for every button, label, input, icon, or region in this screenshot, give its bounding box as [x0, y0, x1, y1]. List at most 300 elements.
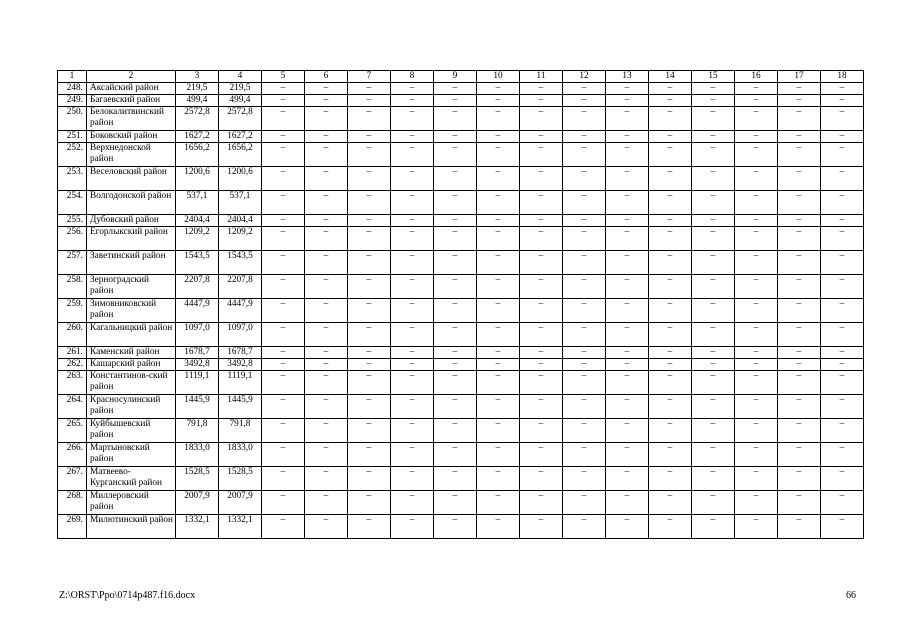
empty-value-dash: –	[563, 215, 606, 227]
empty-value-dash: –	[563, 227, 606, 251]
empty-value-dash: –	[434, 107, 477, 131]
empty-value-dash: –	[821, 359, 864, 371]
empty-value-dash: –	[520, 227, 563, 251]
empty-value-dash: –	[649, 191, 692, 215]
empty-value-dash: –	[391, 191, 434, 215]
empty-value-dash: –	[477, 107, 520, 131]
empty-value-dash: –	[735, 371, 778, 395]
empty-value-dash: –	[391, 419, 434, 443]
empty-value-dash: –	[649, 131, 692, 143]
empty-value-dash: –	[606, 107, 649, 131]
district-name: Мартыновский район	[87, 443, 176, 467]
empty-value-dash: –	[606, 299, 649, 323]
empty-value-dash: –	[563, 167, 606, 191]
row-number: 258.	[58, 275, 87, 299]
empty-value-dash: –	[778, 95, 821, 107]
value-col-4: 1678,7	[219, 347, 262, 359]
empty-value-dash: –	[305, 359, 348, 371]
empty-value-dash: –	[735, 419, 778, 443]
empty-value-dash: –	[262, 419, 305, 443]
value-col-4: 1656,2	[219, 143, 262, 167]
empty-value-dash: –	[821, 215, 864, 227]
empty-value-dash: –	[391, 227, 434, 251]
empty-value-dash: –	[778, 143, 821, 167]
empty-value-dash: –	[477, 467, 520, 491]
empty-value-dash: –	[735, 83, 778, 95]
value-col-4: 1833,0	[219, 443, 262, 467]
value-col-4: 2404,4	[219, 215, 262, 227]
empty-value-dash: –	[348, 419, 391, 443]
empty-value-dash: –	[348, 107, 391, 131]
empty-value-dash: –	[348, 227, 391, 251]
value-col-3: 1200,6	[176, 167, 219, 191]
empty-value-dash: –	[778, 131, 821, 143]
empty-value-dash: –	[821, 167, 864, 191]
table-row	[58, 419, 864, 443]
empty-value-dash: –	[821, 491, 864, 515]
empty-value-dash: –	[348, 371, 391, 395]
empty-value-dash: –	[348, 395, 391, 419]
empty-value-dash: –	[821, 131, 864, 143]
row-number: 265.	[58, 419, 87, 443]
value-col-4: 1627,2	[219, 131, 262, 143]
value-col-4: 1200,6	[219, 167, 262, 191]
empty-value-dash: –	[649, 323, 692, 347]
empty-value-dash: –	[262, 359, 305, 371]
empty-value-dash: –	[520, 191, 563, 215]
empty-value-dash: –	[391, 443, 434, 467]
empty-value-dash: –	[563, 347, 606, 359]
empty-value-dash: –	[563, 83, 606, 95]
value-col-4: 4447,9	[219, 299, 262, 323]
empty-value-dash: –	[821, 419, 864, 443]
empty-value-dash: –	[391, 371, 434, 395]
value-col-3: 1656,2	[176, 143, 219, 167]
district-name: Каменский район	[87, 347, 176, 359]
empty-value-dash: –	[778, 347, 821, 359]
empty-value-dash: –	[606, 491, 649, 515]
empty-value-dash: –	[606, 359, 649, 371]
empty-value-dash: –	[348, 467, 391, 491]
empty-value-dash: –	[649, 491, 692, 515]
empty-value-dash: –	[563, 419, 606, 443]
empty-value-dash: –	[520, 323, 563, 347]
empty-value-dash: –	[735, 491, 778, 515]
empty-value-dash: –	[692, 443, 735, 467]
empty-value-dash: –	[606, 131, 649, 143]
empty-value-dash: –	[735, 323, 778, 347]
empty-value-dash: –	[821, 143, 864, 167]
district-name: Аксайский район	[87, 83, 176, 95]
empty-value-dash: –	[434, 215, 477, 227]
empty-value-dash: –	[606, 95, 649, 107]
empty-value-dash: –	[778, 419, 821, 443]
district-name: Верхнедонской район	[87, 143, 176, 167]
empty-value-dash: –	[520, 143, 563, 167]
empty-value-dash: –	[606, 371, 649, 395]
row-number: 257.	[58, 251, 87, 275]
empty-value-dash: –	[821, 323, 864, 347]
column-number-header: 7	[348, 71, 391, 83]
empty-value-dash: –	[391, 95, 434, 107]
empty-value-dash: –	[735, 359, 778, 371]
row-number: 254.	[58, 191, 87, 215]
empty-value-dash: –	[606, 251, 649, 275]
empty-value-dash: –	[262, 467, 305, 491]
column-number-header: 15	[692, 71, 735, 83]
empty-value-dash: –	[305, 515, 348, 539]
empty-value-dash: –	[391, 491, 434, 515]
empty-value-dash: –	[434, 275, 477, 299]
empty-value-dash: –	[434, 251, 477, 275]
table-row	[58, 275, 864, 299]
empty-value-dash: –	[778, 515, 821, 539]
empty-value-dash: –	[477, 95, 520, 107]
empty-value-dash: –	[649, 83, 692, 95]
empty-value-dash: –	[606, 191, 649, 215]
value-col-3: 1445,9	[176, 395, 219, 419]
empty-value-dash: –	[305, 491, 348, 515]
value-col-4: 499,4	[219, 95, 262, 107]
empty-value-dash: –	[262, 191, 305, 215]
empty-value-dash: –	[735, 95, 778, 107]
empty-value-dash: –	[391, 167, 434, 191]
table-row	[58, 227, 864, 251]
empty-value-dash: –	[348, 347, 391, 359]
column-number-header: 12	[563, 71, 606, 83]
empty-value-dash: –	[434, 419, 477, 443]
empty-value-dash: –	[434, 443, 477, 467]
empty-value-dash: –	[649, 419, 692, 443]
table-row	[58, 359, 864, 371]
empty-value-dash: –	[821, 347, 864, 359]
empty-value-dash: –	[692, 167, 735, 191]
table-row	[58, 191, 864, 215]
empty-value-dash: –	[477, 191, 520, 215]
district-name: Егорлыкский район	[87, 227, 176, 251]
value-col-4: 1332,1	[219, 515, 262, 539]
value-col-3: 2007,9	[176, 491, 219, 515]
empty-value-dash: –	[305, 95, 348, 107]
empty-value-dash: –	[348, 83, 391, 95]
empty-value-dash: –	[305, 419, 348, 443]
empty-value-dash: –	[821, 443, 864, 467]
row-number: 268.	[58, 491, 87, 515]
empty-value-dash: –	[520, 275, 563, 299]
empty-value-dash: –	[391, 107, 434, 131]
empty-value-dash: –	[520, 251, 563, 275]
district-name: Белокалитвинский район	[87, 107, 176, 131]
empty-value-dash: –	[692, 107, 735, 131]
table-row	[58, 131, 864, 143]
empty-value-dash: –	[305, 83, 348, 95]
empty-value-dash: –	[520, 359, 563, 371]
empty-value-dash: –	[305, 131, 348, 143]
empty-value-dash: –	[305, 371, 348, 395]
row-number: 260.	[58, 323, 87, 347]
empty-value-dash: –	[563, 131, 606, 143]
empty-value-dash: –	[348, 275, 391, 299]
empty-value-dash: –	[305, 251, 348, 275]
empty-value-dash: –	[262, 95, 305, 107]
empty-value-dash: –	[348, 131, 391, 143]
empty-value-dash: –	[778, 251, 821, 275]
value-col-4: 219,5	[219, 83, 262, 95]
empty-value-dash: –	[262, 167, 305, 191]
value-col-4: 1209,2	[219, 227, 262, 251]
empty-value-dash: –	[348, 443, 391, 467]
empty-value-dash: –	[434, 191, 477, 215]
empty-value-dash: –	[520, 371, 563, 395]
page-number: 66	[846, 590, 856, 601]
row-number: 250.	[58, 107, 87, 131]
empty-value-dash: –	[305, 167, 348, 191]
empty-value-dash: –	[821, 395, 864, 419]
table-row	[58, 323, 864, 347]
value-col-3: 2207,8	[176, 275, 219, 299]
empty-value-dash: –	[477, 371, 520, 395]
empty-value-dash: –	[649, 443, 692, 467]
empty-value-dash: –	[305, 347, 348, 359]
table-row	[58, 299, 864, 323]
empty-value-dash: –	[563, 107, 606, 131]
empty-value-dash: –	[477, 143, 520, 167]
column-number-header: 5	[262, 71, 305, 83]
value-col-4: 1445,9	[219, 395, 262, 419]
empty-value-dash: –	[348, 95, 391, 107]
empty-value-dash: –	[520, 515, 563, 539]
empty-value-dash: –	[434, 395, 477, 419]
empty-value-dash: –	[735, 191, 778, 215]
empty-value-dash: –	[692, 227, 735, 251]
column-number-header: 14	[649, 71, 692, 83]
empty-value-dash: –	[520, 215, 563, 227]
empty-value-dash: –	[434, 227, 477, 251]
empty-value-dash: –	[262, 107, 305, 131]
table-row	[58, 83, 864, 95]
column-number-header: 10	[477, 71, 520, 83]
table-row	[58, 371, 864, 395]
value-col-3: 1678,7	[176, 347, 219, 359]
empty-value-dash: –	[563, 143, 606, 167]
empty-value-dash: –	[778, 167, 821, 191]
empty-value-dash: –	[735, 215, 778, 227]
value-col-4: 2007,9	[219, 491, 262, 515]
empty-value-dash: –	[563, 95, 606, 107]
empty-value-dash: –	[563, 299, 606, 323]
empty-value-dash: –	[821, 107, 864, 131]
empty-value-dash: –	[391, 395, 434, 419]
empty-value-dash: –	[520, 95, 563, 107]
row-number: 262.	[58, 359, 87, 371]
row-number: 255.	[58, 215, 87, 227]
empty-value-dash: –	[821, 227, 864, 251]
column-number-header: 6	[305, 71, 348, 83]
empty-value-dash: –	[649, 143, 692, 167]
empty-value-dash: –	[563, 467, 606, 491]
empty-value-dash: –	[606, 215, 649, 227]
empty-value-dash: –	[821, 467, 864, 491]
table-row	[58, 143, 864, 167]
district-name: Куйбышевский район	[87, 419, 176, 443]
district-name: Боковский район	[87, 131, 176, 143]
value-col-4: 1543,5	[219, 251, 262, 275]
empty-value-dash: –	[348, 251, 391, 275]
empty-value-dash: –	[735, 347, 778, 359]
value-col-3: 2572,8	[176, 107, 219, 131]
empty-value-dash: –	[305, 275, 348, 299]
empty-value-dash: –	[606, 83, 649, 95]
empty-value-dash: –	[434, 347, 477, 359]
empty-value-dash: –	[606, 323, 649, 347]
empty-value-dash: –	[348, 515, 391, 539]
district-name: Красносулинский район	[87, 395, 176, 419]
empty-value-dash: –	[434, 491, 477, 515]
empty-value-dash: –	[477, 419, 520, 443]
empty-value-dash: –	[262, 275, 305, 299]
empty-value-dash: –	[477, 299, 520, 323]
empty-value-dash: –	[477, 251, 520, 275]
empty-value-dash: –	[520, 299, 563, 323]
empty-value-dash: –	[692, 215, 735, 227]
empty-value-dash: –	[563, 515, 606, 539]
empty-value-dash: –	[649, 215, 692, 227]
row-number: 266.	[58, 443, 87, 467]
empty-value-dash: –	[778, 83, 821, 95]
empty-value-dash: –	[692, 95, 735, 107]
empty-value-dash: –	[606, 227, 649, 251]
empty-value-dash: –	[821, 95, 864, 107]
table-row	[58, 467, 864, 491]
empty-value-dash: –	[434, 515, 477, 539]
empty-value-dash: –	[477, 395, 520, 419]
table-row	[58, 95, 864, 107]
empty-value-dash: –	[262, 443, 305, 467]
empty-value-dash: –	[692, 371, 735, 395]
empty-value-dash: –	[348, 167, 391, 191]
empty-value-dash: –	[477, 83, 520, 95]
row-number: 267.	[58, 467, 87, 491]
empty-value-dash: –	[305, 227, 348, 251]
empty-value-dash: –	[477, 359, 520, 371]
empty-value-dash: –	[606, 443, 649, 467]
table-row	[58, 107, 864, 131]
value-col-3: 1543,5	[176, 251, 219, 275]
value-col-3: 219,5	[176, 83, 219, 95]
empty-value-dash: –	[563, 323, 606, 347]
value-col-3: 2404,4	[176, 215, 219, 227]
empty-value-dash: –	[778, 491, 821, 515]
empty-value-dash: –	[692, 299, 735, 323]
empty-value-dash: –	[778, 299, 821, 323]
empty-value-dash: –	[434, 131, 477, 143]
district-name: Зимовниковский район	[87, 299, 176, 323]
table-row	[58, 215, 864, 227]
empty-value-dash: –	[649, 251, 692, 275]
empty-value-dash: –	[735, 143, 778, 167]
table-row	[58, 347, 864, 359]
empty-value-dash: –	[778, 227, 821, 251]
column-number-header: 18	[821, 71, 864, 83]
empty-value-dash: –	[348, 359, 391, 371]
column-number-header: 8	[391, 71, 434, 83]
empty-value-dash: –	[520, 83, 563, 95]
table-row	[58, 167, 864, 191]
row-number: 264.	[58, 395, 87, 419]
empty-value-dash: –	[606, 467, 649, 491]
empty-value-dash: –	[348, 491, 391, 515]
empty-value-dash: –	[391, 275, 434, 299]
empty-value-dash: –	[692, 419, 735, 443]
empty-value-dash: –	[262, 131, 305, 143]
empty-value-dash: –	[649, 347, 692, 359]
footer-file-path: Z:\ORST\Ppo\0714p487.f16.docx	[59, 590, 196, 601]
empty-value-dash: –	[649, 515, 692, 539]
empty-value-dash: –	[606, 275, 649, 299]
column-number-header: 2	[87, 71, 176, 83]
table-row	[58, 515, 864, 539]
empty-value-dash: –	[692, 515, 735, 539]
empty-value-dash: –	[821, 275, 864, 299]
district-name: Багаевский район	[87, 95, 176, 107]
value-col-3: 1833,0	[176, 443, 219, 467]
empty-value-dash: –	[520, 491, 563, 515]
column-number-header: 1	[58, 71, 87, 83]
empty-value-dash: –	[262, 251, 305, 275]
empty-value-dash: –	[778, 215, 821, 227]
empty-value-dash: –	[477, 227, 520, 251]
empty-value-dash: –	[649, 107, 692, 131]
empty-value-dash: –	[477, 323, 520, 347]
value-col-4: 1097,0	[219, 323, 262, 347]
empty-value-dash: –	[606, 515, 649, 539]
value-col-4: 791,8	[219, 419, 262, 443]
value-col-3: 499,4	[176, 95, 219, 107]
empty-value-dash: –	[649, 395, 692, 419]
district-name: Кагальницкий район	[87, 323, 176, 347]
empty-value-dash: –	[692, 467, 735, 491]
empty-value-dash: –	[735, 275, 778, 299]
empty-value-dash: –	[262, 299, 305, 323]
empty-value-dash: –	[778, 323, 821, 347]
empty-value-dash: –	[563, 191, 606, 215]
empty-value-dash: –	[649, 275, 692, 299]
empty-value-dash: –	[778, 191, 821, 215]
table-header-row	[58, 71, 864, 83]
empty-value-dash: –	[434, 359, 477, 371]
empty-value-dash: –	[391, 83, 434, 95]
empty-value-dash: –	[305, 395, 348, 419]
empty-value-dash: –	[649, 371, 692, 395]
empty-value-dash: –	[434, 143, 477, 167]
empty-value-dash: –	[735, 395, 778, 419]
empty-value-dash: –	[649, 359, 692, 371]
empty-value-dash: –	[735, 227, 778, 251]
column-number-header: 11	[520, 71, 563, 83]
district-name: Заветинский район	[87, 251, 176, 275]
column-number-header: 17	[778, 71, 821, 83]
empty-value-dash: –	[262, 215, 305, 227]
empty-value-dash: –	[434, 83, 477, 95]
empty-value-dash: –	[778, 275, 821, 299]
empty-value-dash: –	[563, 395, 606, 419]
empty-value-dash: –	[692, 395, 735, 419]
empty-value-dash: –	[391, 215, 434, 227]
empty-value-dash: –	[735, 299, 778, 323]
empty-value-dash: –	[563, 443, 606, 467]
empty-value-dash: –	[821, 371, 864, 395]
empty-value-dash: –	[563, 251, 606, 275]
